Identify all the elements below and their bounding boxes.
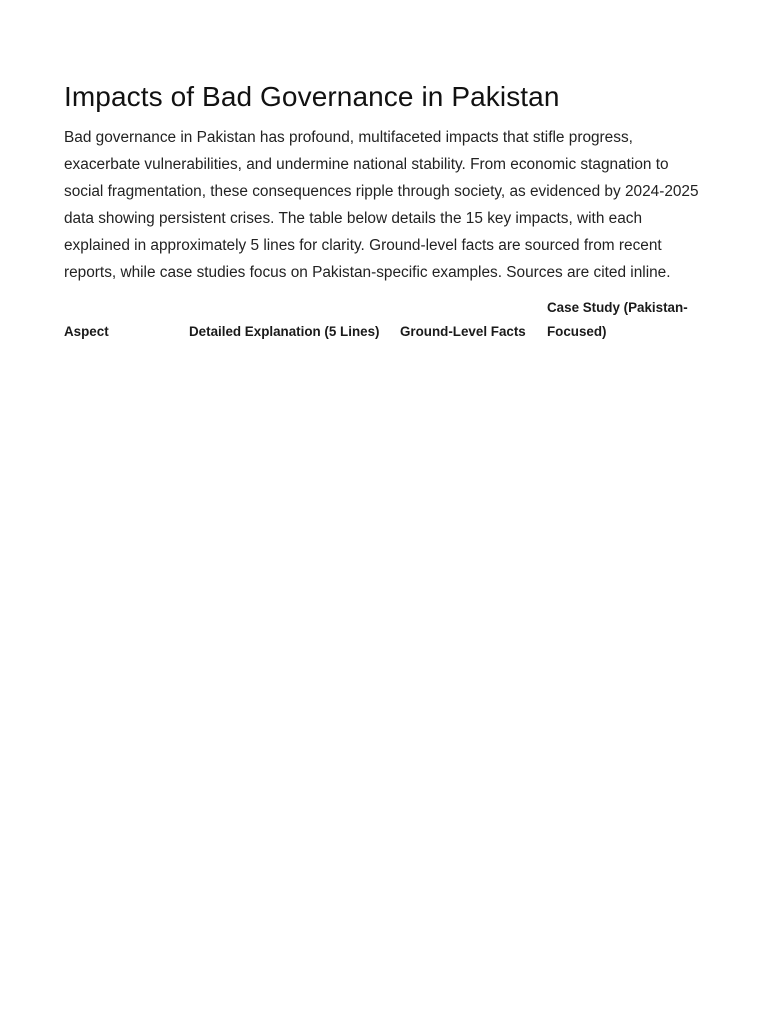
column-header-case-study: Case Study (Pakistan-Focused) [547,300,688,339]
page-title: Impacts of Bad Governance in Pakistan [64,81,560,112]
column-header-aspect: Aspect [64,323,109,339]
column-header-ground-level-facts: Ground-Level Facts [400,323,526,339]
impacts-table [64,296,708,343]
blank-table-area [0,380,768,940]
document-content [64,78,708,343]
intro-paragraph: Bad governance in Pakistan has profound, multifaceted impacts that stifle progress, exacerbate vulnerabilities, and undermine national stability. From economic stagnation to social fragmentation, these consequences ripple through society, as evidenced by 2024-2025 data showing persistent crises. The table below details the 15 key impacts, with each explained in approximately 5 lines for clarity. Ground-level facts are sourced from recent reports, while case studies focus on Pakistan-specific examples. Sources are cited inline. [64,129,699,281]
table-header-row [64,296,708,343]
column-header-detailed-explanation: Detailed Explanation (5 Lines) [189,323,380,339]
